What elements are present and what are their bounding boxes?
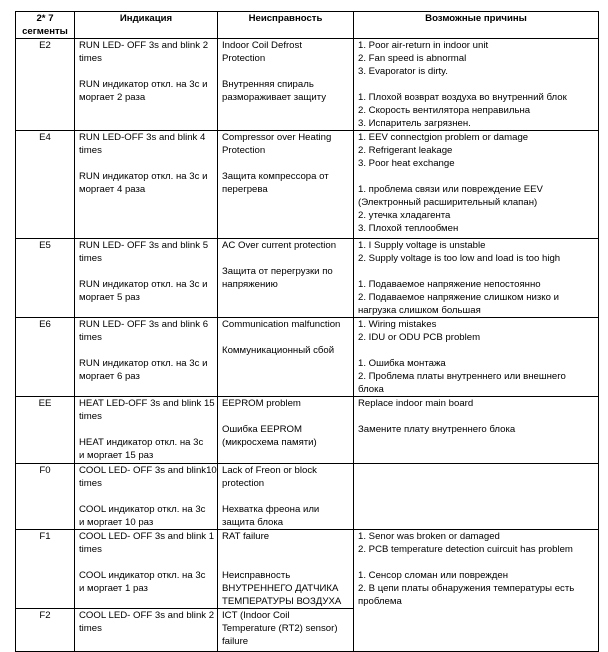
causes-en-line: 1. Senor was broken or damaged (358, 531, 500, 542)
fault-cell (218, 39, 354, 131)
causes-ru-line: проблема (358, 596, 402, 607)
fault-ru-line: ВНУТРЕННЕГО ДАТЧИКА (222, 583, 339, 594)
fault-ru-line: Защита от перегрузки по (222, 266, 333, 277)
causes-ru-line: 1. проблема связи или повреждение EEV (358, 184, 543, 195)
error-code-cell: F2 (16, 609, 75, 652)
indication-ru-line: моргает 2 раза (79, 92, 146, 103)
header-indication: Индикация (75, 12, 218, 39)
indication-ru-line: RUN индикатор откл. на 3с и (79, 358, 208, 369)
indication-cell (75, 397, 218, 464)
fault-en-line: RAT failure (222, 531, 270, 542)
fault-en-line: Protection (222, 145, 266, 156)
indication-ru-line: COOL индикатор откл. на 3с (79, 570, 206, 581)
causes-ru-line: 1. Подаваемое напряжение непостоянно (358, 279, 541, 290)
header-segment-line2: сегменты (22, 26, 68, 37)
fault-en-line: ICT (Indoor Coil (222, 610, 290, 621)
causes-ru-line: 1. Плохой возврат воздуха во внутренний блок (358, 92, 567, 103)
error-code-table (15, 11, 599, 652)
causes-en-line: 1. Wiring mistakes (358, 319, 437, 330)
causes-ru-line: 1. Сенсор сломан или поврежден (358, 570, 509, 581)
indication-en-line: times (79, 145, 102, 156)
indication-cell (75, 239, 218, 318)
indication-cell (75, 530, 218, 609)
table-row (16, 397, 599, 464)
error-code-cell: E2 (16, 39, 75, 131)
fault-en-line: Compressor over Heating (222, 132, 332, 143)
indication-en-line: COOL LED- OFF 3s and blink10 (79, 465, 217, 476)
header-row (16, 12, 599, 39)
causes-en-line: 1. Poor air-return in indoor unit (358, 40, 489, 51)
indication-en-line: RUN LED- OFF 3s and blink 2 (79, 40, 209, 51)
fault-ru-line: Внутренняя спираль (222, 79, 314, 90)
fault-en-line: Lack of Freon or block (222, 465, 317, 476)
indication-ru-line: моргает 4 раза (79, 184, 146, 195)
causes-cell (354, 318, 599, 397)
fault-ru-line: Коммуникационный сбой (222, 345, 335, 356)
spacer (222, 556, 349, 569)
fault-en-line: failure (222, 636, 249, 647)
causes-en-line: 1. EEV connectgion problem or damage (358, 132, 529, 143)
spacer (358, 78, 594, 91)
indication-ru-line: RUN индикатор откл. на 3с и (79, 171, 208, 182)
spacer (79, 344, 213, 357)
fault-en-line: Communication malfunction (222, 319, 341, 330)
indication-ru-line: HEAT индикатор откл. на 3с (79, 437, 204, 448)
fault-en-line: Temperature (RT2) sensor) (222, 623, 338, 634)
fault-en-line: Protection (222, 53, 266, 64)
causes-ru-line: 2. утечка хладагента (358, 210, 451, 221)
fault-cell (218, 530, 354, 609)
spacer (222, 65, 349, 78)
causes-ru-line: Замените плату внутреннего блока (358, 424, 516, 435)
spacer (222, 490, 349, 503)
causes-ru-line: (Электронный расширительный клапан) (358, 197, 538, 208)
causes-en-line: 2. Refrigerant leakage (358, 145, 453, 156)
causes-ru-line: 3. Испаритель загрязнен. (358, 118, 471, 129)
table-row (16, 39, 599, 131)
indication-ru-line: моргает 5 раз (79, 292, 140, 303)
spacer (79, 423, 213, 436)
error-code-cell: E4 (16, 131, 75, 239)
spacer (79, 556, 213, 569)
indication-ru-line: и моргает 10 раз (79, 517, 154, 528)
causes-ru-line: 3. Плохой теплообмен (358, 223, 459, 234)
fault-ru-line: Защита компрессора от (222, 171, 329, 182)
indication-en-line: times (79, 623, 102, 634)
fault-cell (218, 131, 354, 239)
error-code-cell: EE (16, 397, 75, 464)
causes-en-line: 3. Poor heat exchange (358, 158, 455, 169)
table-row (16, 239, 599, 318)
spacer (222, 543, 349, 556)
indication-en-line: RUN LED- OFF 3s and blink 5 (79, 240, 209, 251)
fault-ru-line: защита блока (222, 517, 284, 528)
indication-en-line: HEAT LED-OFF 3s and blink 15 (79, 398, 215, 409)
causes-ru-line: 2. Проблема платы внутреннего или внешнего (358, 371, 566, 382)
causes-cell (354, 464, 599, 530)
causes-cell (354, 530, 599, 652)
fault-ru-line: размораживает защиту (222, 92, 327, 103)
indication-en-line: COOL LED- OFF 3s and blink 1 (79, 531, 215, 542)
spacer (222, 331, 349, 344)
spacer (222, 252, 349, 265)
causes-cell (354, 131, 599, 239)
fault-cell (218, 318, 354, 397)
causes-ru-line: 2. Скорость вентилятора неправильна (358, 105, 531, 116)
indication-cell (75, 609, 218, 652)
fault-cell (218, 239, 354, 318)
spacer (79, 490, 213, 503)
header-fault: Неисправность (218, 12, 354, 39)
error-code-cell: E5 (16, 239, 75, 318)
indication-en-line: times (79, 53, 102, 64)
spacer (79, 65, 213, 78)
indication-en-line: RUN LED- OFF 3s and blink 6 (79, 319, 209, 330)
fault-cell (218, 397, 354, 464)
indication-ru-line: COOL индикатор откл. на 3с (79, 504, 206, 515)
indication-en-line: times (79, 332, 102, 343)
causes-ru-line: 2. В цепи платы обнаружения температуры есть (358, 583, 575, 594)
causes-en-line: 3. Evaporator is dirty. (358, 66, 448, 77)
fault-en-line: protection (222, 478, 265, 489)
fault-ru-line: Нехватка фреона или (222, 504, 320, 515)
causes-en-line: 2. IDU or ODU PCB problem (358, 332, 481, 343)
causes-ru-line: блока (358, 384, 384, 395)
indication-en-line: times (79, 544, 102, 555)
fault-ru-line: Неисправность (222, 570, 291, 581)
causes-cell (354, 397, 599, 464)
fault-en-line: EEPROM problem (222, 398, 301, 409)
spacer (79, 265, 213, 278)
fault-en-line: AC Over current protection (222, 240, 337, 251)
indication-cell (75, 464, 218, 530)
spacer (222, 410, 349, 423)
fault-ru-line: (микросхема памяти) (222, 437, 317, 448)
causes-ru-line: 2. Подаваемое напряжение слишком низко и (358, 292, 559, 303)
spacer (79, 157, 213, 170)
indication-cell (75, 131, 218, 239)
causes-en-line: 2. PCB temperature detection cuircuit has problem (358, 544, 573, 555)
causes-cell (354, 239, 599, 318)
indication-ru-line: RUN индикатор откл. на 3с и (79, 279, 208, 290)
header-causes: Возможные причины (354, 12, 599, 39)
indication-ru-line: моргает 6 раз (79, 371, 140, 382)
indication-en-line: times (79, 478, 102, 489)
causes-ru-line: 1. Ошибка монтажа (358, 358, 446, 369)
fault-ru-line: напряжению (222, 279, 278, 290)
header-segment (16, 12, 75, 39)
spacer (358, 265, 594, 278)
indication-cell (75, 318, 218, 397)
causes-cell (354, 39, 599, 131)
table-row (16, 318, 599, 397)
fault-en-line: Indoor Coil Defrost (222, 40, 302, 51)
causes-en-line: 1. I Supply voltage is unstable (358, 240, 486, 251)
indication-en-line: times (79, 411, 102, 422)
causes-en-line: Replace indoor main board (358, 398, 474, 409)
causes-ru-line: нагрузка слишком большая (358, 305, 481, 316)
fault-cell (218, 464, 354, 530)
table-row (16, 530, 599, 609)
causes-en-line: 2. Fan speed is abnormal (358, 53, 467, 64)
indication-en-line: COOL LED- OFF 3s and blink 2 (79, 610, 215, 621)
error-code-cell: E6 (16, 318, 75, 397)
spacer (222, 157, 349, 170)
fault-cell (218, 609, 354, 652)
indication-en-line: times (79, 253, 102, 264)
indication-ru-line: и моргает 1 раз (79, 583, 148, 594)
indication-cell (75, 39, 218, 131)
table-row (16, 131, 599, 239)
header-segment-line1: 2* 7 (36, 13, 54, 24)
indication-en-line: RUN LED-OFF 3s and blink 4 (79, 132, 206, 143)
indication-ru-line: и моргает 15 раз (79, 450, 154, 461)
spacer (358, 170, 594, 183)
error-code-cell: F1 (16, 530, 75, 609)
table-row (16, 464, 599, 530)
spacer (358, 410, 594, 423)
fault-ru-line: Ошибка EEPROM (222, 424, 303, 435)
fault-ru-line: перегрева (222, 184, 268, 195)
spacer (358, 344, 594, 357)
error-code-cell: F0 (16, 464, 75, 530)
causes-en-line: 2. Supply voltage is too low and load is too high (358, 253, 561, 264)
fault-ru-line: ТЕМПЕРАТУРЫ ВОЗДУХА (222, 596, 342, 607)
indication-ru-line: RUN индикатор откл. на 3с и (79, 79, 208, 90)
spacer (358, 556, 594, 569)
